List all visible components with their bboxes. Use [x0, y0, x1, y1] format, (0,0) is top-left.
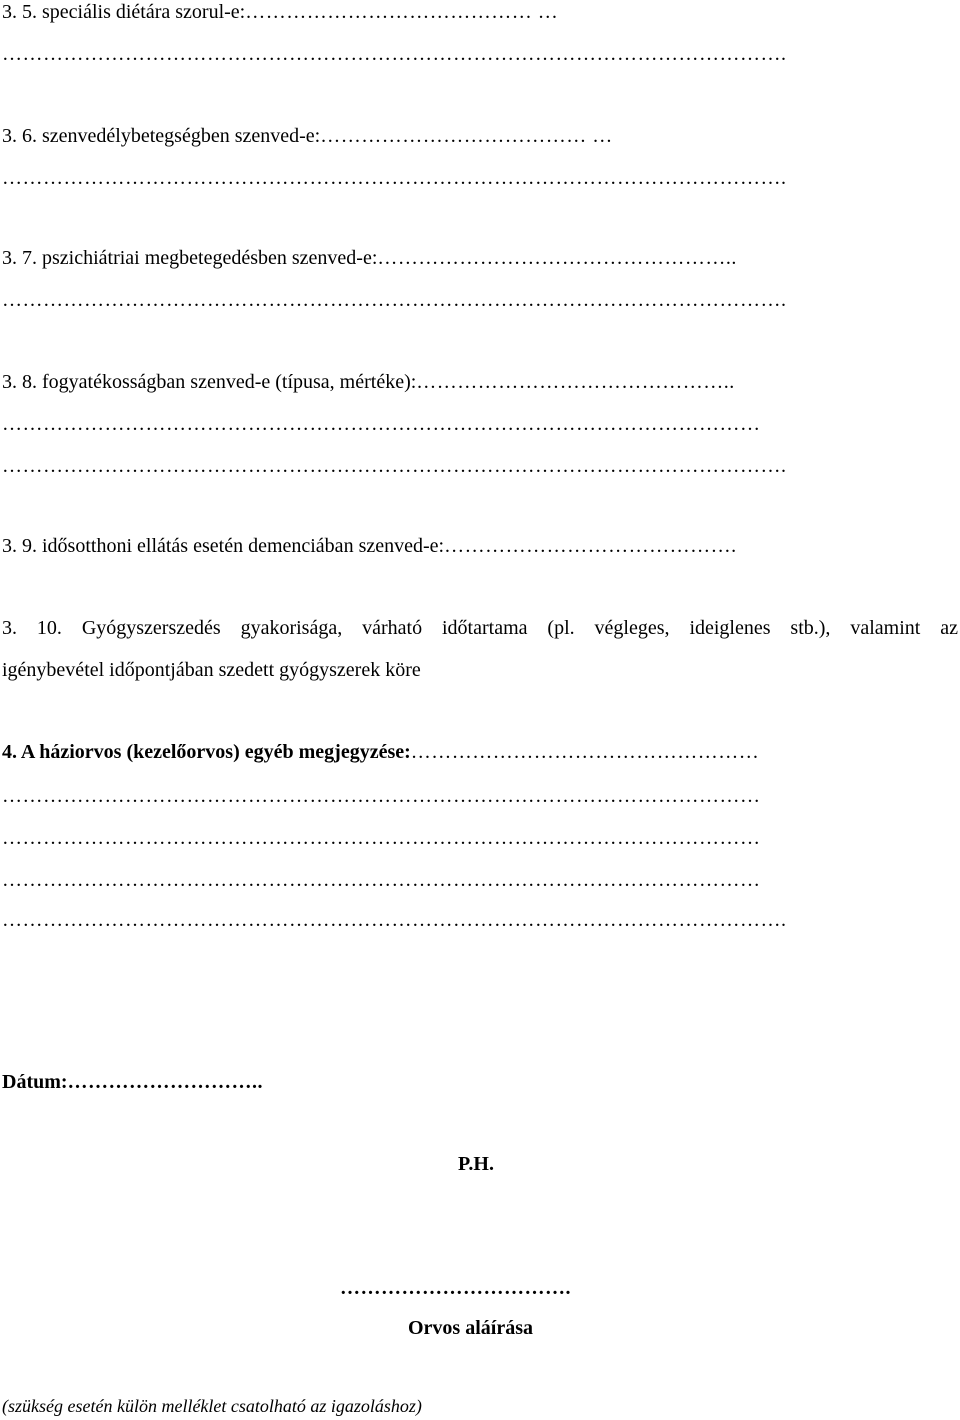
- question-3-8: [2, 370, 735, 394]
- signature-label-row: [408, 1316, 533, 1340]
- answer-field[interactable]: ………………………………………..: [416, 371, 735, 393]
- date-label: Dátum:: [2, 1071, 68, 1093]
- answer-field[interactable]: …………………………………………………………………………………………………: [2, 413, 761, 435]
- answer-field[interactable]: …………………………………… …: [245, 1, 559, 23]
- date-field[interactable]: ………………………..: [67, 1071, 264, 1093]
- answer-field[interactable]: …………………………………………………………………………………………………….: [2, 43, 787, 65]
- question-3-10: [2, 616, 958, 640]
- answer-field[interactable]: ………………………………… …: [320, 125, 613, 147]
- answer-field[interactable]: …………………………………………………………………………………………………: [2, 869, 761, 891]
- question-label: 3. 9. idősotthoni ellátás esetén demenciában szenved-e:: [2, 535, 445, 557]
- answer-line[interactable]: [2, 826, 761, 850]
- answer-field[interactable]: …………………………………………………………………………………………………….: [2, 455, 787, 477]
- question-3-10-cont: [2, 658, 421, 682]
- answer-line[interactable]: [2, 166, 787, 190]
- stamp-placeholder: [458, 1152, 494, 1176]
- footnote-text: (szükség esetén külön melléklet csatolható az igazoláshoz): [2, 1396, 422, 1416]
- answer-field[interactable]: …………………………………….: [444, 535, 737, 557]
- question-3-6: [2, 124, 613, 148]
- signature-line[interactable]: [340, 1276, 571, 1300]
- answer-field[interactable]: ……………………………………………: [410, 741, 760, 763]
- signature-field[interactable]: …………………………….: [340, 1277, 571, 1299]
- answer-line[interactable]: [2, 454, 787, 478]
- answer-field[interactable]: …………………………………………………………………………………………………….: [2, 167, 787, 189]
- question-label: 3. 7. pszichiátriai megbetegedésben szenved-e:: [2, 247, 378, 269]
- question-3-9: [2, 534, 737, 558]
- question-label-line2: igénybevétel időpontjában szedett gyógyszerek köre: [2, 659, 421, 681]
- question-3-7: [2, 246, 737, 270]
- question-label: 4. A háziorvos (kezelőorvos) egyéb megjegyzése:: [2, 741, 411, 763]
- answer-line[interactable]: [2, 42, 787, 66]
- stamp-label: P.H.: [458, 1153, 494, 1175]
- question-label: 3. 5. speciális diétára szorul-e:: [2, 1, 246, 23]
- answer-line[interactable]: [2, 784, 761, 808]
- answer-field[interactable]: …………………………………………………………………………………………………….: [2, 289, 787, 311]
- date-row: [2, 1070, 263, 1094]
- signature-label: Orvos aláírása: [408, 1317, 533, 1339]
- answer-field[interactable]: ……………………………………………..: [377, 247, 737, 269]
- answer-line[interactable]: [2, 908, 787, 932]
- question-label: 3. 6. szenvedélybetegségben szenved-e:: [2, 125, 321, 147]
- answer-field[interactable]: …………………………………………………………………………………………………: [2, 827, 761, 849]
- answer-field[interactable]: …………………………………………………………………………………………………: [2, 785, 761, 807]
- answer-line[interactable]: [2, 412, 761, 436]
- footnote: [2, 1394, 422, 1418]
- question-3-5: [2, 0, 558, 24]
- question-label-line1: 3. 10. Gyógyszerszedés gyakorisága, várható időtartama (pl. végleges, ideiglenes stb.), valamint az: [2, 617, 958, 639]
- answer-field[interactable]: …………………………………………………………………………………………………….: [2, 909, 787, 931]
- question-4: [2, 740, 759, 764]
- answer-line[interactable]: [2, 288, 787, 312]
- question-label: 3. 8. fogyatékosságban szenved-e (típusa, mértéke):: [2, 371, 417, 393]
- answer-line[interactable]: [2, 868, 761, 892]
